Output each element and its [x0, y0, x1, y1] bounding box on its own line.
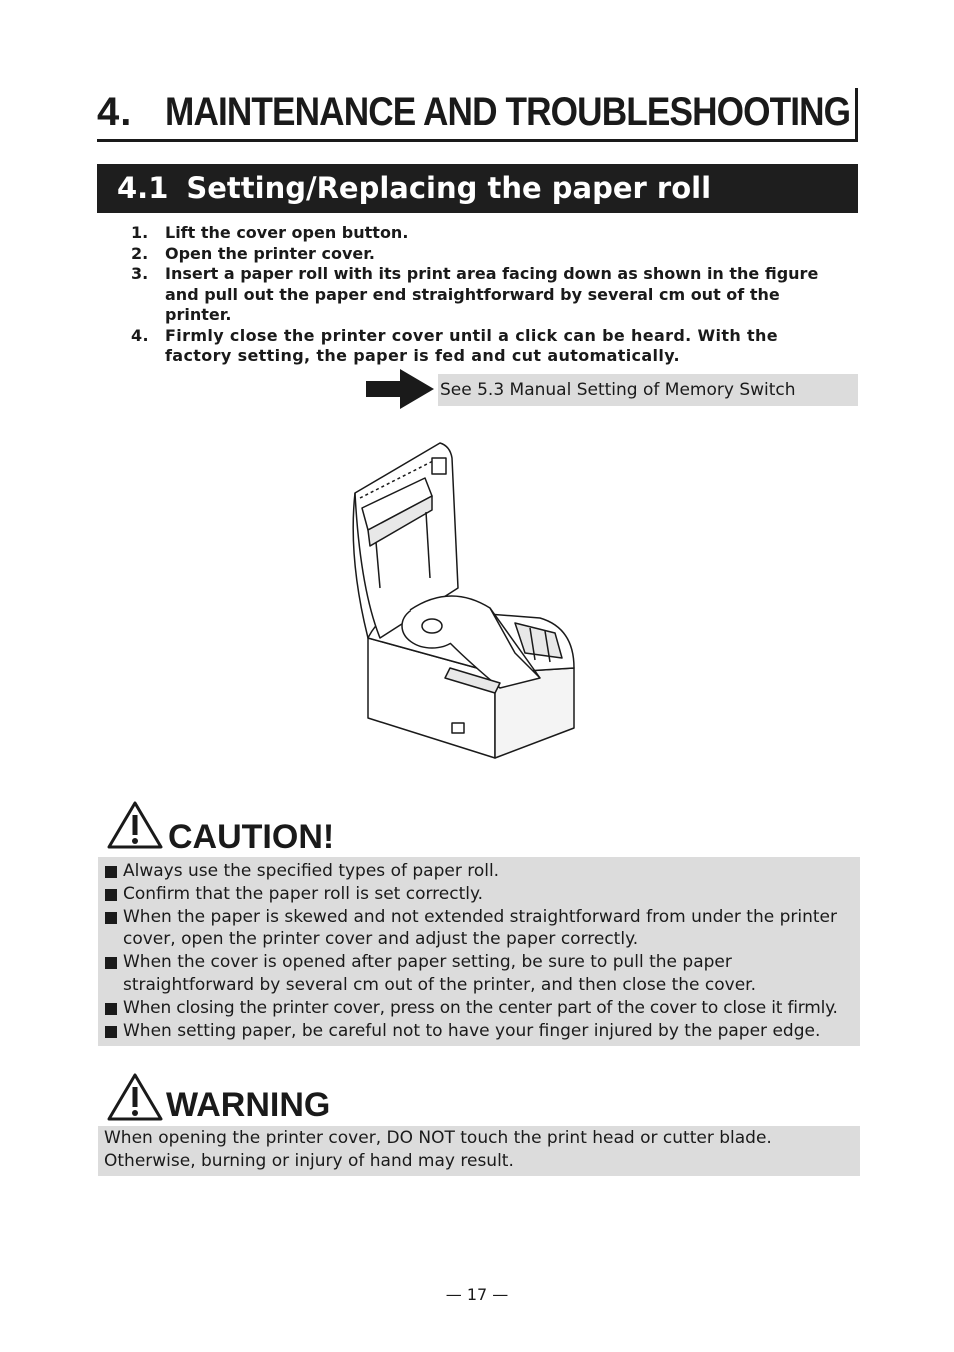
caution-item — [105, 1020, 854, 1043]
step-text: Insert a paper roll with its print area facing down as shown in the figure and pull out the paper end straightforward by several cm out of the printer. — [165, 264, 819, 324]
caution-item — [105, 860, 854, 883]
right-arrow-icon — [366, 369, 436, 409]
cross-reference — [366, 369, 858, 409]
chapter-number: 4. — [97, 90, 133, 134]
reference-link[interactable]: See 5.3 Manual Setting of Memory Switch — [438, 374, 858, 406]
warning-box — [98, 1126, 860, 1176]
bullet-square-icon — [105, 1026, 117, 1038]
bullet-square-icon — [105, 957, 117, 969]
section-number: 4.1 — [117, 171, 169, 205]
printer-illustration — [340, 438, 580, 763]
step-item — [131, 326, 831, 367]
step-number: 3. — [131, 264, 149, 283]
caution-text: When closing the printer cover, press on the center part of the cover to close it firmly. — [123, 997, 838, 1018]
section-title: Setting/Replacing the paper roll — [186, 171, 712, 205]
caution-text: When the paper is skewed and not extended straightforward from under the printer cover, open the printer cover and adjust the paper correctly. — [123, 906, 837, 950]
caution-text: When the cover is opened after paper setting, be sure to pull the paper straightforward by several cm out of the printer, and then close the cover. — [123, 952, 756, 995]
bullet-square-icon — [105, 1003, 117, 1015]
step-number: 1. — [131, 223, 149, 242]
warning-label: WARNING — [166, 1086, 331, 1124]
caution-box — [98, 857, 860, 1046]
caution-text: When setting paper, be careful not to have your finger injured by the paper edge. — [123, 1020, 821, 1041]
bullet-square-icon — [105, 866, 117, 878]
warning-triangle-icon — [106, 800, 164, 850]
step-text: Firmly close the printer cover until a click can be heard. With the factory setting, the paper is fed and cut automatically. — [165, 325, 778, 365]
bullet-square-icon — [105, 889, 117, 901]
step-text: Open the printer cover. — [165, 243, 375, 263]
caution-item — [105, 906, 854, 952]
step-item — [131, 244, 831, 265]
chapter-heading — [97, 88, 858, 142]
step-text: Lift the cover open button. — [165, 223, 409, 242]
caution-item — [105, 883, 854, 906]
step-number: 4. — [131, 325, 149, 345]
step-number: 2. — [131, 243, 149, 263]
caution-item — [105, 997, 854, 1020]
step-item — [131, 223, 831, 244]
caution-text: Always use the specified types of paper roll. — [123, 861, 500, 881]
step-list — [131, 223, 831, 367]
bullet-square-icon — [105, 912, 117, 924]
caution-text: Confirm that the paper roll is set correctly. — [123, 883, 484, 904]
caution-item — [105, 951, 854, 997]
page-number: — 17 — — [445, 1285, 509, 1304]
warning-text: When opening the printer cover, DO NOT touch the print head or cutter blade. Otherwise, burning or injury of hand may result. — [104, 1128, 772, 1171]
warning-triangle-icon — [106, 1072, 164, 1122]
chapter-title: MAINTENANCE AND TROUBLESHOOTING — [165, 90, 851, 134]
step-item — [131, 264, 831, 326]
section-heading — [97, 164, 858, 213]
caution-label: CAUTION! — [168, 818, 335, 856]
